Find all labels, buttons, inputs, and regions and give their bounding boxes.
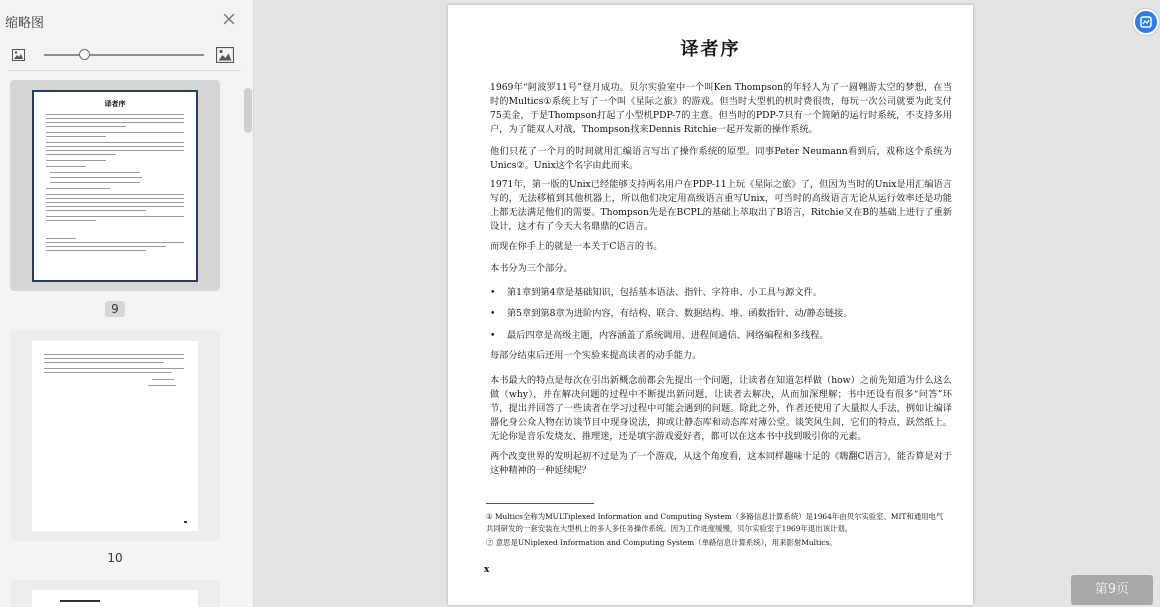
paragraph-7: 本书最大的特点是每次在引出新概念前都会先提出一个问题，让读者在知道怎样做（how）之前先知道为什么这么做（why），并在解决问题的过程中不断提出新问题，让读者去解决，从而加深理解；书中还设有很多“问答”环节，提出并回答了一些读者在学习过程中可能会遇到的问题。除此之外，作者还使用了大量拟人手法，例如让编译器化身公众人物在访谈节目中现身说法，抑或让静态库和动态库对簿公堂。谈笑风生间，它们的特点，跃然纸上。无论你是音乐发烧友、推理迷，还是填字游戏爱好者，都可以在这本书中找到吸引你的元素。 — [490, 375, 952, 442]
thumbnail-title: 译者序 — [104, 99, 126, 108]
page-title: 译者序 — [680, 39, 741, 60]
thumbnail-page-9[interactable] — [10, 80, 220, 291]
page-indicator[interactable]: 第9页 — [1071, 575, 1153, 605]
thumbnail-image — [32, 341, 198, 531]
footnote-rule — [486, 503, 594, 504]
paragraph-8: 两个改变世界的发明起初不过是为了一个游戏，从这个角度看，这本同样趣味十足的《嗨翻C语言》，能否算是对于这种精神的一种延续呢？ — [490, 451, 952, 476]
sidebar-divider — [8, 70, 241, 71]
document-page: 译者序 1969年“阿波罗11号”登月成功。贝尔实验室中一个叫Ken Thompson的年轻人为了一圆翱游太空的梦想，在当时的Multics①系统上写了一个叫《星际之旅》的游戏。但当时大型机的机时费很贵，每玩一次公司就要为此支付75美金，于是Thompson打起了小型机PDP-7的主意。但当时的PDP-7只有一个简陋的运行时系统，不支持多用户，为了能双人对战，Thompson找来Dennis Ritchie一起开发新的操作系统。 他们只花了一个月的时间就用汇编语言写出了操作系统的原型。同事Peter Neumann看到后，戏称这个系统为Unics②。Unix这个名字由此而来。 1971年，第一版的Unix已经能够支持两名用户在PDP-11上玩《星际之旅》了，但因为当时的Unix是用汇编语言写的，无法移植到其他机器上，所以他们决定用高级语言重写Unix，可当时的高级语言无论从运行效率还是功能上都无法满足他们的需要。Thompson先是在BCPL的基础上萃取出了B语言，Ritchie又在B的基础上进行了重新设计，这才有了今天大名鼎鼎的C语言。 而现在你手上的就是一本关于C语言的书。 本书分为三个部分。 • 第1章到第4章是基础知识，包括基本语法、指针、字符串、小工具与源文件。 • 第5章到第8章为进阶内容，有结构、联合、数据结构、堆、函数指针、动/静态链接。 • 最后四章是高级主题，内容涵盖了系统调用、进程间通信、网络编程和多线程。 每部分结束后还用一个实验来提高读者的动手能力。 本书最大的特点是每次在引出新概念前都会先提出一个问题，让读者在知道怎样做（how）之前先知道为什么这么做（why），并在解决问题的过程中不断提出新问题，让读者去解决，从而加深理解；书中还设有很多“问答”环节，提出并回答了一些读者在学习过程中可能会遇到的问题。除此之外，作者还使用了大量拟人手法，例如让编译器化身公众人物在访谈节目中现身说法，抑或让静态库和动态库对簿公堂。谈笑风生间，它们的特点，跃然纸上。无论你是音乐发烧友、推理迷，还是填字游戏爱好者，都可以在这本书中找到吸引你的元素。 两个改变世界的发明起初不过是为了一个游戏，从这个角度看，这本同样趣味十足的《嗨翻C语言》，能否算是对于这种精神的一种延续呢？ ① Multics全称为MULTiplexed Information and Computing System（多路信息计算系统）是1964年由贝尔实验室、MIT和通用电气共同研发的一套安装在大型机上的多人多任务操作系统。因为工作进度缓慢，贝尔实验室于1969年退出该计划。 ② 意思是UNiplexed Information and Computing System（单路信息计算系统），用来影射Multics。 x — [448, 5, 973, 605]
document-viewer[interactable] — [254, 0, 1160, 607]
thumbnail-page-11[interactable] — [10, 580, 220, 607]
thumbnail-zoom-control — [0, 44, 254, 68]
zoom-in-image-icon[interactable] — [216, 47, 234, 63]
close-sidebar-button[interactable] — [221, 12, 237, 28]
page-number-mark: x — [484, 565, 490, 575]
sidebar-scrollbar[interactable] — [244, 88, 252, 133]
zoom-out-image-icon[interactable] — [12, 49, 25, 61]
paragraph-1: 1969年“阿波罗11号”登月成功。贝尔实验室中一个叫Ken Thompson的年轻人为了一圆翱游太空的梦想，在当时的Multics①系统上写了一个叫《星际之旅》的游戏。但当时大型机的机时费很贵，每玩一次公司就要为此支付75美金，于是Thompson打起了小型机PDP-7的主意。但当时的PDP-7只有一个简陋的运行时系统，不支持多用户，为了能双人对战，Thompson找来Dennis Ritchie一起开发新的操作系统。 — [490, 82, 952, 135]
paragraph-4: 而现在你手上的就是一本关于C语言的书。 — [490, 241, 663, 252]
thumbnail-label-10: 10 — [107, 551, 123, 565]
footnote-1: ① Multics全称为MULTiplexed Information and Computing System（多路信息计算系统）是1964年由贝尔实验室、MIT和通用电气共同研发的一套安装在大型机上的多人多任务操作系统。因为工作进度缓慢，贝尔实验室于1969年退出该计划。 — [486, 512, 944, 533]
zoom-slider-track[interactable] — [44, 54, 204, 56]
thumbnail-page-10[interactable] — [10, 330, 220, 541]
paragraph-3: 1971年，第一版的Unix已经能够支持两名用户在PDP-11上玩《星际之旅》了，但因为当时的Unix是用汇编语言写的，无法移植到其他机器上，所以他们决定用高级语言重写Unix，可当时的高级语言无论从运行效率还是功能上都无法满足他们的需要。Thompson先是在BCPL的基础上萃取出了B语言，Ritchie又在B的基础上进行了重新设计，这才有了今天大名鼎鼎的C语言。 — [490, 179, 952, 232]
assistant-button[interactable] — [1133, 9, 1159, 35]
paragraph-2: 他们只花了一个月的时间就用汇编语言写出了操作系统的原型。同事Peter Neumann看到后，戏称这个系统为Unics②。Unix这个名字由此而来。 — [490, 146, 952, 171]
thumbnail-sidebar — [0, 0, 254, 607]
close-icon — [222, 12, 236, 26]
thumbnail-image — [32, 590, 198, 607]
thumbnail-label-9: 9 — [0, 302, 230, 316]
footnote-2: ② 意思是UNiplexed Information and Computing System（单路信息计算系统），用来影射Multics。 — [486, 538, 837, 547]
paragraph-6: 每部分结束后还用一个实验来提高读者的动手能力。 — [490, 350, 702, 361]
sidebar-title: 缩略图 — [5, 16, 45, 31]
assistant-icon — [1135, 11, 1157, 33]
thumbnail-image — [32, 90, 198, 282]
paragraph-5: 本书分为三个部分。 — [490, 263, 573, 274]
zoom-slider-handle[interactable] — [79, 49, 90, 60]
